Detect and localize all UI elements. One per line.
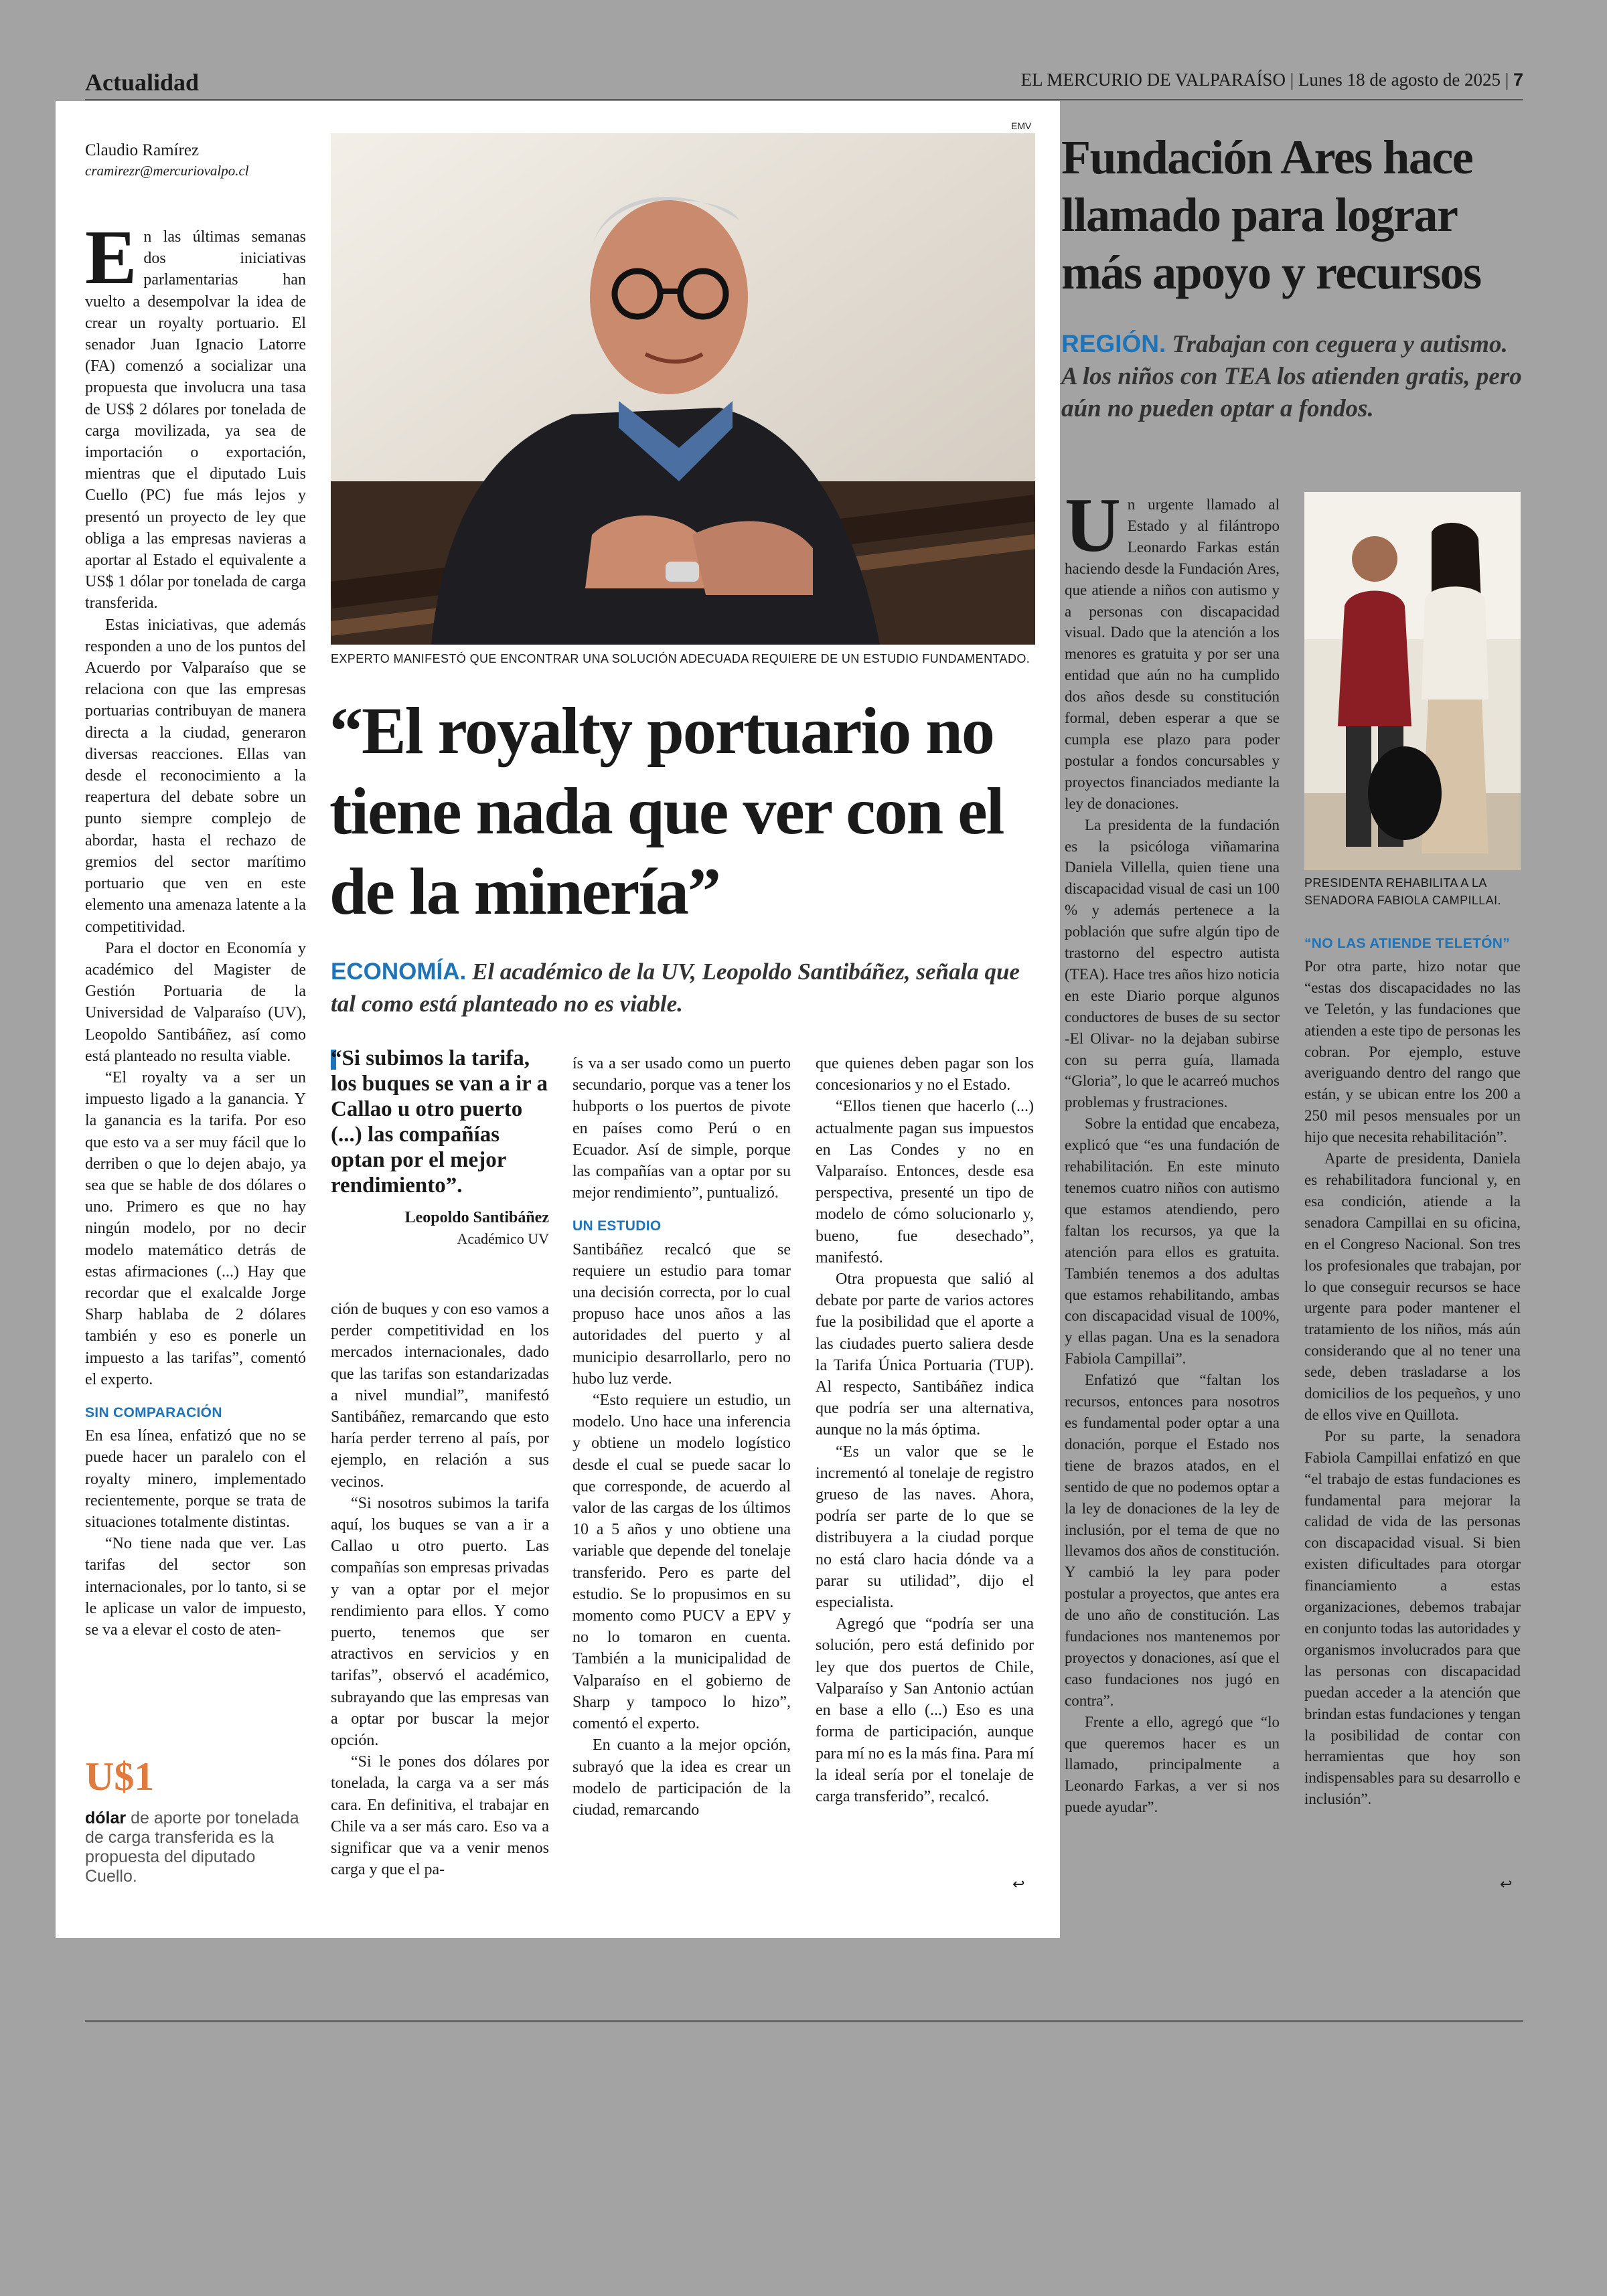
page-header <box>85 66 1523 100</box>
paragraph: Sobre la entidad que encabeza, explicó que “es una fundación de rehabilitación. En este minuto tenemos cuatro niños con autismo que estamos atendiendo, pero faltan los recursos, ya que la atención para ellos es gratuita. También tenemos a dos adultas que estamos rehabilitando, ambas con discapacidad visual de 100%, y ellas pagan. Una es la senadora Fabiola Campillai”. <box>1065 1115 1280 1368</box>
paragraph: “Es un valor que se le incrementó al tonelaje de registro grueso de las naves. Ahora, podría ser parte de lo que se distribuyera a la ciudad porque no está claro hacia dónde va a parar su utilidad”, dijo el especialista. <box>816 1443 1034 1612</box>
stat-bold: dólar <box>85 1809 127 1827</box>
paragraph: “Esto requiere un estudio, un modelo. Uno hace una inferencia y obtiene un modelo logístico desde el cual se puede sacar lo que corresponde, de acuerdo al valor de las cargas de los últimos 10 a 5 años y uno obtiene una variable que depende del tonelaje transferido. Pero es parte del estudio. Se lo propusimos en su momento como PUCV a EPV y no lo tomaron en cuenta. También a la municipalidad de Valparaíso en el gobierno de Sharp y tampoco lo hizo”, comentó el experto. <box>572 1392 791 1733</box>
paragraph: “El royalty va a ser un impuesto ligado a la ganancia. Y la ganancia es la tarifa. Por eso que esto va a ser muy fácil que lo derriben o que lo dejen abajo, ya sea que se hable de dos dólares o uno. Primero es que no hay ningún modelo, por no decir modelo matemático detrás de estas afirmaciones (...) Hay que recordar que el exalcalde Jorge Sharp hablaba de 2 dólares también y eso es ponerle un impuesto a las tarifas”, comentó el experto. <box>85 1068 306 1388</box>
main-article-photo <box>331 133 1035 645</box>
main-article-col3 <box>572 1053 791 1821</box>
main-article-col4 <box>816 1053 1034 1807</box>
side-article-col1 <box>1065 483 1280 1818</box>
stat-caption <box>85 1809 309 1886</box>
portrait-illustration <box>331 133 1035 645</box>
side-headline: Fundación Ares hace llamado para lograr más apoyo y recursos <box>1061 131 1481 299</box>
paragraph: ís va a ser usado como un puerto secundario, porque vas a tener los hubports o los puertos de pivote en países como Perú o en Ecuador. Así de simple, porque las compañías van a optar por su mejor rendimiento”, puntualizó. <box>572 1055 791 1202</box>
deck-label: ECONOMÍA. <box>331 959 467 985</box>
paragraph: Por otra parte, hizo notar que “estas dos discapacidades no las ve Teletón, y las fundaciones que atienden a este tipo de personas les cobran. Por ejemplo, estuve averiguando dentro del rango que están, y se ubican entre los 200 a 250 mil pesos mensuales por un hijo que necesita rehabilitación”. <box>1304 957 1521 1146</box>
paragraph: “No tiene nada que ver. Las tarifas del sector son internacionales, por lo tanto, si se le aplicase un valor de impuesto, se va a elevar el costo de aten- <box>85 1535 306 1639</box>
masthead: EL MERCURIO DE VALPARAÍSO | Lunes 18 de agosto de 2025 | 7 <box>1020 70 1523 90</box>
author-email: cramirezr@mercuriovalpo.cl <box>85 163 249 179</box>
issue-date: Lunes 18 de agosto de 2025 <box>1298 70 1501 90</box>
paragraph: “Si le pones dos dólares por tonelada, la carga va a ser más cara. En definitiva, el trabajar en Chile va a ser más caro. Eso va a significar que va a venir menos carga y que el pa- <box>331 1753 549 1879</box>
paragraph: Aparte de presidenta, Daniela es rehabilitadora funcional y, en esa condición, atiende a la senadora Campillai en su oficina, en el Congreso Nacional. Son tres los profesionales que trabajan, por lo que conseguir recursos se hace urgente para poder mantener el tratamiento de los niños, más aún considerando que al no tener una sede, deben trasladarse a los domicilios de los pequeños, y uno de ellos vive en Quillota. <box>1304 1150 1521 1423</box>
side-article-col2 <box>1304 933 1521 1810</box>
page-number: 7 <box>1513 70 1523 90</box>
paragraph: En esa línea, enfatizó que no se puede hacer un paralelo con el royalty minero, implementado recientemente, porque se trata de situaciones totalmente distintas. <box>85 1427 306 1531</box>
subheading: UN ESTUDIO <box>572 1218 662 1234</box>
main-deck <box>331 956 1034 1020</box>
paragraph: n las últimas semanas dos iniciativas parlamentarias han vuelto a desempolvar la idea de crear un royalty portuario. El senador Juan Ignacio Latorre (FA) comenzó a socializar una propuesta que involucra una tasa de US$ 2 dólares por tonelada de carga movilizada, ya sea de importación o exportación, mientras que el diputado Luis Cuello (PC) fue más lejos y presentó un proyecto de ley que obliga a las empresas navieras a aportar al Estado el equivalente a US$ 1 dólar por tonelada de carga transferida. <box>85 228 306 612</box>
paragraph: n urgente llamado al Estado y al filántropo Leonardo Farkas están haciendo desde la Fundación Ares, que atiende a niños con autismo y a personas con discapacidad visual. Dado que la atención a los menores es gratuita y por ser una entidad que aún no ha cumplido dos años desde su constitución formal, deben esperar a que se cumpla ese plazo para poder postular a fondos concursables y proyectos financiados mediante la ley de donaciones. <box>1065 496 1280 812</box>
deck-text: El académico de la UV, Leopoldo Santibáñez, señala que tal como está planteado no es viable. <box>331 959 1020 1017</box>
stat-value: U$1 <box>85 1754 155 1799</box>
paragraph: Otra propuesta que salió al debate por parte de varios actores fue la posibilidad que el aporte a las ciudades puerto saliera desde la Tarifa Única Portuaria (TUP). Al respecto, Santibáñez indica que podría ser una alternativa, aunque no la más óptima. <box>816 1270 1034 1439</box>
main-photo-caption: EXPERTO MANIFESTÓ QUE ENCONTRAR UNA SOLUCIÓN ADECUADA REQUIERE DE UN ESTUDIO FUNDAMENTADO. <box>331 652 1030 665</box>
quote-author: Leopoldo Santibáñez <box>404 1209 549 1226</box>
main-article-col1 <box>85 215 306 1641</box>
side-article-photo <box>1304 492 1521 870</box>
newspaper-name: EL MERCURIO DE VALPARAÍSO <box>1020 70 1286 90</box>
paragraph: que quienes deben pagar son los concesionarios y no el Estado. <box>816 1055 1034 1094</box>
deck-text: Trabajan con ceguera y autismo. A los niños con TEA los atienden gratis, pero aún no pueden optar a fondos. <box>1061 331 1522 422</box>
quote-role: Académico UV <box>457 1230 549 1247</box>
deck-label: REGIÓN. <box>1061 330 1166 357</box>
subheading: “NO LAS ATIENDE TELETÓN” <box>1304 936 1511 951</box>
paragraph: ción de buques y con eso vamos a perder competitividad en los mercados internacionales, dado que las tarifas son estandarizadas a nivel mundial”, manifestó Santibáñez, remarcando que esto haría perder terreno al país, por ejemplo, en relación a sus vecinos. <box>331 1301 549 1491</box>
paragraph: Estas iniciativas, que además responden a uno de los puntos del Acuerdo por Valparaíso que se relaciona con que las empresas portuarias contribuyan de manera directa a la ciudad, generaron diversas reacciones. Ellas van desde el reconocimiento a la reapertura del debate sobre un punto siempre complejo de abordar, hasta el rechazo de gremios del sector marítimo portuario que ven en este elemento una amenaza latente a la competitividad. <box>85 616 306 936</box>
paragraph: Por su parte, la senadora Fabiola Campillai enfatizó en que “el trabajo de estas fundaciones es fundamental para mejorar la calidad de vida de las personas con discapacidad visual. Si bien existen dificultades para otorgar financiamiento a estas organizaciones, debemos trabajar en conjunto todas las autoridades y organismos involucrados para que las personas con discapacidad puedan acceder a la atención que brindan estas fundaciones y tengan la posibilidad de contar con herramientas que hoy son indispensables para su desarrollo e inclusión”. <box>1304 1427 1521 1808</box>
paragraph: Agregó que “podría ser una solución, pero está definido por ley que dos puertos de Chile, Valparaíso y San Antonio actúan en base a ello (...) Eso es una forma de participación, aunque para mí no es la más fina. Para mí la ideal sería por el tonelaje de carga transferido”, recalcó. <box>816 1615 1034 1805</box>
photo-credit: EMV <box>1011 120 1032 131</box>
paragraph: Santibáñez recalcó que se requiere un estudio para tomar una decisión correcta, por lo cual propuso hace unos años a las autoridades del puerto y al municipio desarrollarlo, pero no hubo luz verde. <box>572 1240 791 1388</box>
paragraph: Para el doctor en Economía y académico del Magister de Gestión Portuaria de la Universidad de Valparaíso (UV), Leopoldo Santibáñez, así como está planteado no resulta viable. <box>85 939 306 1065</box>
pull-quote: “Si subimos la tarifa, los buques se van a ir a Callao u otro puerto (...) las compañías optan por el mejor rendimiento”. <box>331 1046 548 1198</box>
main-headline: “El royalty portuario no tiene nada que ver con el de la minería” <box>329 693 1004 928</box>
side-deck <box>1061 328 1523 425</box>
paragraph: “Ellos tienen que hacerlo (...) actualmente pagan sus impuestos en Las Condes y no en Valparaíso. Entonces, desde esa perspectiva, presenté un tipo de modelo de cómo solucionarlo y, bueno, fue desechado”, manifestó. <box>816 1098 1034 1266</box>
end-mark-icon: ↩ <box>1012 1876 1025 1893</box>
author-name: Claudio Ramírez <box>85 141 200 159</box>
end-mark-icon: ↩ <box>1500 1876 1513 1893</box>
paragraph: En cuanto a la mejor opción, subrayó que la idea es crear un modelo de participación de la ciudad, remarcando <box>572 1736 791 1819</box>
side-photo-caption: PRESIDENTA REHABILITA A LA SENADORA FABIOLA CAMPILLAI. <box>1304 876 1501 907</box>
paragraph: Frente a ello, agregó que “lo que queremos hacer es un llamado, principalmente a Leonardo Farkas, a ver si nos puede ayudar”. <box>1065 1713 1280 1816</box>
paragraph: La presidenta de la fundación es la psicóloga viñamarina Daniela Villella, quien tiene una discapacidad visual de casi un 100 % y además pertenece a la población que sufre algún tipo de trastorno del espectro autista (TEA). Hace tres años hizo noticia en este Diario porque algunos conductores de buses de su sector -El Olivar- no la dejaban subirse con su perra guía, llamada “Gloria”, lo que le acarreó muchos problemas y frustraciones. <box>1065 816 1280 1111</box>
main-article-col2 <box>331 1299 549 1880</box>
bottom-rule <box>85 2020 1523 2022</box>
two-women-illustration <box>1304 492 1521 870</box>
subheading: SIN COMPARACIÓN <box>85 1404 222 1420</box>
drop-cap: U <box>1065 483 1121 568</box>
paragraph: “Si nosotros subimos la tarifa aquí, los buques se van a ir a Callao u otro puerto. Las compañías son empresas privadas y van a optar por el mejor rendimiento para ellos. Y como puerto, tenemos que ser atractivos en servicios y en tarifas”, observó el académico, subrayando que las empresas van a optar por buscar la mejor opción. <box>331 1494 549 1750</box>
paragraph: Enfatizó que “faltan los recursos, entonces para nosotros es fundamental poder optar a una donación, porque el Estado nos tiene de brazos atados, en el sentido de que no podemos optar a la ley de donaciones de la ley de inclusión, por el tema de que no llevamos dos años de constitución. Y cambió la ley para poder postular a proyectos, que antes era de uno año de constitución. Las fundaciones nos mantenemos por proyectos y donaciones, así que el caso fundaciones nos jugó en contra”. <box>1065 1372 1280 1709</box>
section-name: Actualidad <box>85 69 200 96</box>
drop-cap: E <box>85 215 137 301</box>
stat-text: de aporte por tonelada de carga transferida es la propuesta del diputado Cuello. <box>85 1809 299 1886</box>
